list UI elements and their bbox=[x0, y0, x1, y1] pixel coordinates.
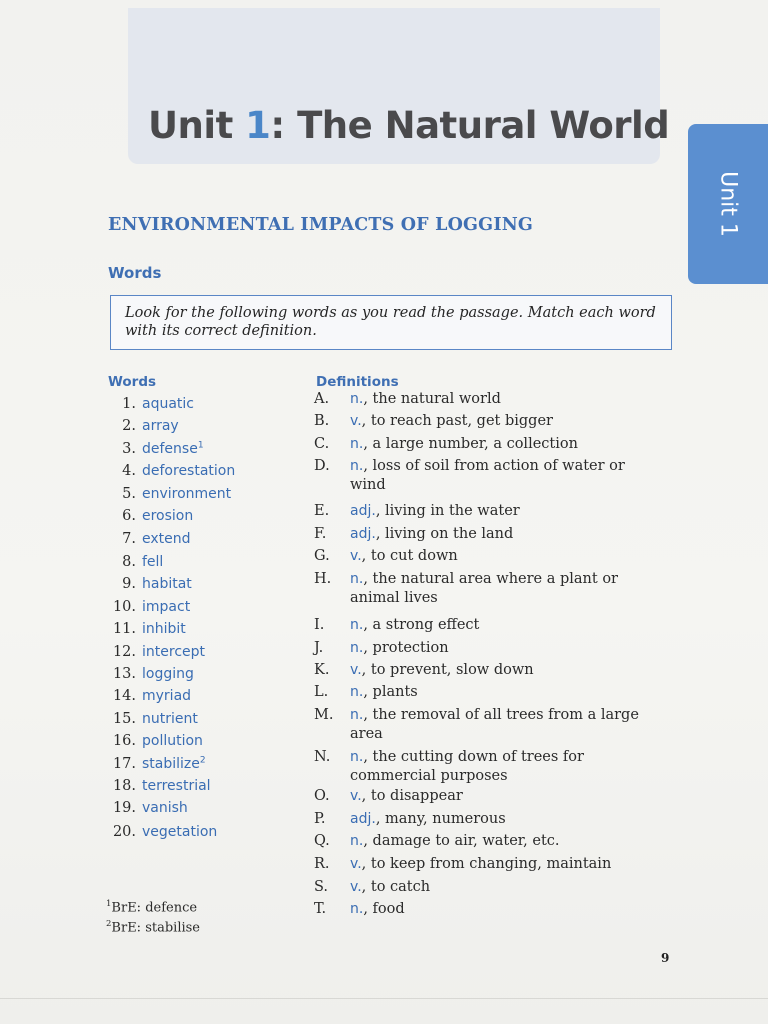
word-term: pollution bbox=[142, 732, 203, 749]
word-list-item bbox=[104, 457, 235, 477]
word-number: 10. bbox=[112, 598, 136, 615]
definition-text: n., loss of soil from action of water or wind bbox=[350, 458, 625, 493]
word-list-item bbox=[104, 818, 217, 838]
definition-item bbox=[314, 570, 654, 607]
definition-item bbox=[314, 878, 654, 897]
part-of-speech: n. bbox=[350, 901, 364, 917]
unit-title bbox=[148, 104, 669, 147]
part-of-speech: v. bbox=[350, 548, 362, 564]
part-of-speech: n. bbox=[350, 436, 364, 452]
definition-item bbox=[314, 810, 654, 829]
word-list-item bbox=[104, 705, 198, 725]
definition-letter: K. bbox=[314, 662, 330, 678]
footnote: $^1$BrE: defence bbox=[106, 899, 198, 916]
part-of-speech: n. bbox=[350, 617, 364, 633]
word-term: vegetation bbox=[142, 823, 218, 840]
word-list-item bbox=[104, 435, 204, 455]
definition-letter: D. bbox=[314, 458, 330, 474]
part-of-speech: n. bbox=[350, 684, 364, 700]
definition-text: n., the natural area where a plant or animal lives bbox=[350, 571, 618, 606]
word-list-item bbox=[104, 682, 191, 702]
word-term: terrestrial bbox=[142, 777, 211, 794]
unit-title-suffix: : The Natural World bbox=[270, 104, 670, 147]
part-of-speech: n. bbox=[350, 458, 364, 474]
definition-letter: T. bbox=[314, 901, 327, 917]
definition-letter: P. bbox=[314, 811, 326, 827]
definition-item bbox=[314, 683, 654, 702]
definition-text: n., plants bbox=[350, 684, 418, 700]
word-term: erosion bbox=[142, 507, 194, 524]
definition-item bbox=[314, 706, 654, 743]
definition-text: n., a strong effect bbox=[350, 617, 480, 633]
word-list-item bbox=[104, 593, 190, 613]
definition-letter: Q. bbox=[314, 833, 330, 849]
definition-item bbox=[314, 457, 654, 494]
word-list-item bbox=[104, 570, 192, 590]
definition-letter: G. bbox=[314, 548, 330, 564]
word-term: intercept bbox=[142, 643, 205, 660]
word-number: 7. bbox=[122, 530, 136, 547]
definition-text: v., to reach past, get bigger bbox=[350, 413, 553, 429]
part-of-speech: adj. bbox=[350, 811, 376, 827]
word-number: 18. bbox=[112, 777, 136, 794]
definition-item bbox=[314, 390, 654, 409]
part-of-speech: adj. bbox=[350, 503, 376, 519]
word-term: deforestation bbox=[142, 462, 236, 479]
word-term: vanish bbox=[142, 799, 188, 816]
instructions-box: Look for the following words as you read the passage. Match each word with its correct definition. bbox=[110, 295, 672, 350]
part-of-speech: n. bbox=[350, 833, 364, 849]
definition-letter: N. bbox=[314, 749, 331, 765]
word-number: 20. bbox=[112, 823, 136, 840]
definition-item bbox=[314, 661, 654, 680]
word-number: 15. bbox=[112, 710, 136, 727]
unit-title-number: 1 bbox=[245, 104, 271, 147]
definition-item bbox=[314, 832, 654, 851]
definition-item bbox=[314, 502, 654, 521]
word-number: 14. bbox=[112, 687, 136, 704]
definition-letter: B. bbox=[314, 413, 330, 429]
definition-letter: O. bbox=[314, 788, 330, 804]
unit-side-tab-label: Unit 1 bbox=[715, 171, 741, 237]
definition-text: v., to disappear bbox=[350, 788, 463, 804]
word-list-item bbox=[104, 480, 231, 500]
word-list-item bbox=[104, 412, 179, 432]
part-of-speech: n. bbox=[350, 571, 364, 587]
definition-letter: L. bbox=[314, 684, 329, 700]
footnotes bbox=[106, 896, 200, 937]
word-number: 5. bbox=[122, 485, 136, 502]
definition-letter: E. bbox=[314, 503, 330, 519]
unit-side-tab bbox=[688, 124, 768, 284]
word-term: environment bbox=[142, 485, 232, 502]
definition-text: n., a large number, a collection bbox=[350, 436, 578, 452]
word-term: nutrient bbox=[142, 710, 198, 727]
definition-letter: A. bbox=[314, 391, 330, 407]
page-bottom-rule bbox=[0, 998, 768, 999]
definition-item bbox=[314, 748, 654, 785]
word-term: stabilize$^2$ bbox=[142, 755, 206, 772]
section-title: ENVIRONMENTAL IMPACTS OF LOGGING bbox=[108, 215, 534, 235]
word-number: 19. bbox=[112, 799, 136, 816]
word-number: 12. bbox=[112, 643, 136, 660]
word-list-item bbox=[104, 615, 186, 635]
words-column-heading: Words bbox=[108, 374, 157, 390]
word-term: myriad bbox=[142, 687, 192, 704]
word-number: 16. bbox=[112, 732, 136, 749]
word-term: inhibit bbox=[142, 620, 186, 637]
unit-title-prefix: Unit bbox=[148, 104, 246, 147]
definition-letter: R. bbox=[314, 856, 330, 872]
word-list-item bbox=[104, 638, 205, 658]
word-term: defense$^1$ bbox=[142, 440, 204, 457]
definition-text: n., food bbox=[350, 901, 405, 917]
word-term: array bbox=[142, 417, 179, 434]
word-number: 1. bbox=[122, 395, 136, 412]
definition-letter: F. bbox=[314, 526, 327, 542]
word-list-item bbox=[104, 794, 188, 814]
word-list-item bbox=[104, 772, 211, 792]
definition-item bbox=[314, 787, 654, 806]
definition-text: n., protection bbox=[350, 640, 449, 656]
definition-text: v., to keep from changing, maintain bbox=[350, 856, 612, 872]
page-number: 9 bbox=[661, 951, 670, 965]
word-number: 4. bbox=[122, 462, 136, 479]
definition-item bbox=[314, 616, 654, 635]
definitions-column-heading: Definitions bbox=[316, 374, 399, 390]
part-of-speech: adj. bbox=[350, 526, 376, 542]
word-term: logging bbox=[142, 665, 194, 682]
definition-text: n., the cutting down of trees for commercial purposes bbox=[350, 749, 584, 784]
definition-item bbox=[314, 547, 654, 566]
definition-text: n., damage to air, water, etc. bbox=[350, 833, 560, 849]
definition-text: v., to cut down bbox=[350, 548, 458, 564]
definition-letter: C. bbox=[314, 436, 330, 452]
word-term: aquatic bbox=[142, 395, 194, 412]
definition-text: v., to catch bbox=[350, 879, 431, 895]
footnote: $^2$BrE: stabilise bbox=[106, 919, 200, 936]
word-term: extend bbox=[142, 530, 191, 547]
word-list-item bbox=[104, 727, 203, 747]
definition-letter: H. bbox=[314, 571, 332, 587]
part-of-speech: v. bbox=[350, 856, 362, 872]
part-of-speech: v. bbox=[350, 662, 362, 678]
part-of-speech: n. bbox=[350, 640, 364, 656]
word-term: fell bbox=[142, 553, 164, 570]
word-list-item bbox=[104, 660, 194, 680]
part-of-speech: v. bbox=[350, 788, 362, 804]
definition-item bbox=[314, 435, 654, 454]
word-number: 17. bbox=[112, 755, 136, 772]
word-list-item bbox=[104, 390, 194, 410]
part-of-speech: n. bbox=[350, 707, 364, 723]
word-list-item bbox=[104, 502, 193, 522]
word-number: 2. bbox=[122, 417, 136, 434]
definition-item bbox=[314, 412, 654, 431]
part-of-speech: v. bbox=[350, 879, 362, 895]
part-of-speech: n. bbox=[350, 749, 364, 765]
definition-text: v., to prevent, slow down bbox=[350, 662, 534, 678]
definition-text: n., the removal of all trees from a large area bbox=[350, 707, 639, 742]
word-number: 3. bbox=[122, 440, 136, 457]
definition-text: adj., many, numerous bbox=[350, 811, 506, 827]
definition-item bbox=[314, 525, 654, 544]
definition-item bbox=[314, 900, 654, 919]
word-list-item bbox=[104, 750, 206, 770]
words-heading: Words bbox=[108, 264, 162, 282]
word-term: impact bbox=[142, 598, 191, 615]
definition-text: n., the natural world bbox=[350, 391, 501, 407]
definition-letter: I. bbox=[314, 617, 325, 633]
part-of-speech: n. bbox=[350, 391, 364, 407]
definition-letter: M. bbox=[314, 707, 334, 723]
definition-text: adj., living on the land bbox=[350, 526, 514, 542]
word-number: 8. bbox=[122, 553, 136, 570]
word-list-item bbox=[104, 525, 191, 545]
word-number: 6. bbox=[122, 507, 136, 524]
word-number: 13. bbox=[112, 665, 136, 682]
definition-text: adj., living in the water bbox=[350, 503, 520, 519]
word-number: 11. bbox=[112, 620, 136, 637]
word-number: 9. bbox=[122, 575, 136, 592]
definition-letter: J. bbox=[314, 640, 324, 656]
word-list-item bbox=[104, 548, 163, 568]
definition-letter: S. bbox=[314, 879, 329, 895]
definition-item bbox=[314, 639, 654, 658]
word-term: habitat bbox=[142, 575, 192, 592]
definition-item bbox=[314, 855, 654, 874]
part-of-speech: v. bbox=[350, 413, 362, 429]
